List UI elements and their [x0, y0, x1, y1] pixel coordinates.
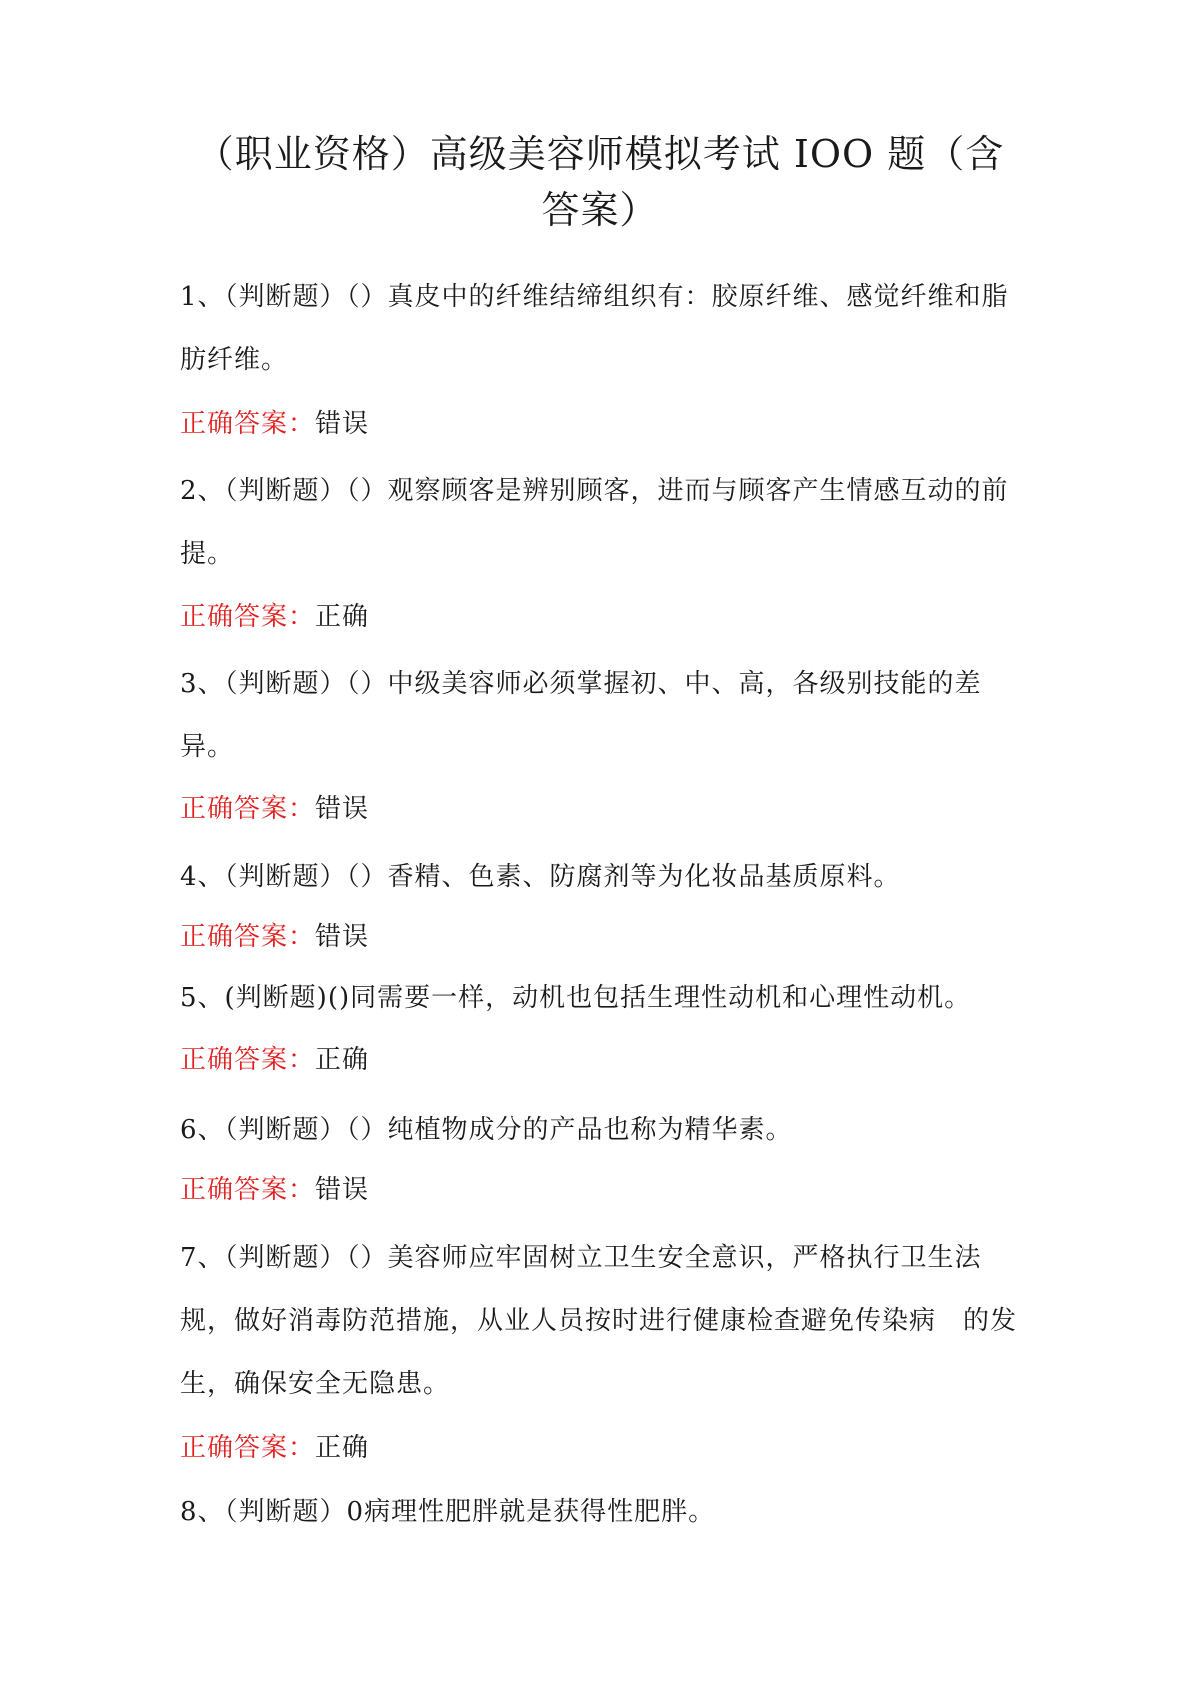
question-2: [180, 460, 1020, 586]
answer-label: 正确答案：: [180, 602, 316, 632]
answer-4: [180, 917, 1020, 957]
question-6: [180, 1099, 1020, 1162]
question-8: [180, 1481, 1020, 1544]
question-1-text: 1、（判断题）（）真皮中的纤维结缔组织有：胶原纤维、感觉纤维和脂肪纤维。: [180, 282, 1009, 375]
answer-label: 正确答案：: [180, 1045, 316, 1075]
question-2-text: 2、（判断题）（）观察顾客是辨别顾客，进而与顾客产生情感互动的前提。: [180, 476, 1009, 569]
answer-label: 正确答案：: [180, 1175, 316, 1205]
answer-label: 正确答案：: [180, 794, 316, 824]
question-7: [180, 1227, 1020, 1416]
document-title: （职业资格）高级美容师模拟考试 IOO 题（含答案）: [195, 132, 1005, 232]
question-1: [180, 266, 1020, 392]
answer-1: [180, 404, 1020, 444]
question-7-text: 7、（判断题）（）美容师应牢固树立卫生安全意识，严格执行卫生法规，做好消毒防范措施，从业人员按时进行健康检查避免传染病 的发生，确保安全无隐患。: [180, 1243, 1018, 1399]
answer-label: 正确答案：: [180, 922, 316, 952]
answer-1-value: 错误: [315, 409, 370, 439]
question-4: [180, 846, 1020, 909]
answer-3-value: 错误: [315, 794, 370, 824]
answer-6-value: 错误: [315, 1175, 370, 1205]
question-3: [180, 653, 1020, 779]
question-4-text: 4、（判断题）（）香精、色素、防腐剂等为化妆品基质原料。: [180, 862, 901, 892]
answer-label: 正确答案：: [180, 409, 316, 439]
question-8-text: 8、（判断题）0病理性肥胖就是获得性肥胖。: [180, 1497, 716, 1527]
question-6-text: 6、（判断题）（）纯植物成分的产品也称为精华素。: [180, 1115, 793, 1145]
answer-2: [180, 597, 1020, 637]
answer-5-value: 正确: [315, 1045, 370, 1075]
answer-4-value: 错误: [315, 922, 370, 952]
answer-2-value: 正确: [315, 602, 370, 632]
answer-6: [180, 1170, 1020, 1210]
question-5-text: 5、(判断题)()同需要一样，动机也包括生理性动机和心理性动机。: [180, 983, 972, 1013]
answer-7-value: 正确: [315, 1433, 370, 1463]
answer-7: [180, 1428, 1020, 1468]
answer-5: [180, 1040, 1020, 1080]
question-3-text: 3、（判断题）（）中级美容师必须掌握初、中、高，各级别技能的差异。: [180, 669, 982, 762]
question-5: [180, 967, 1020, 1030]
answer-3: [180, 789, 1020, 829]
answer-label: 正确答案：: [180, 1433, 316, 1463]
